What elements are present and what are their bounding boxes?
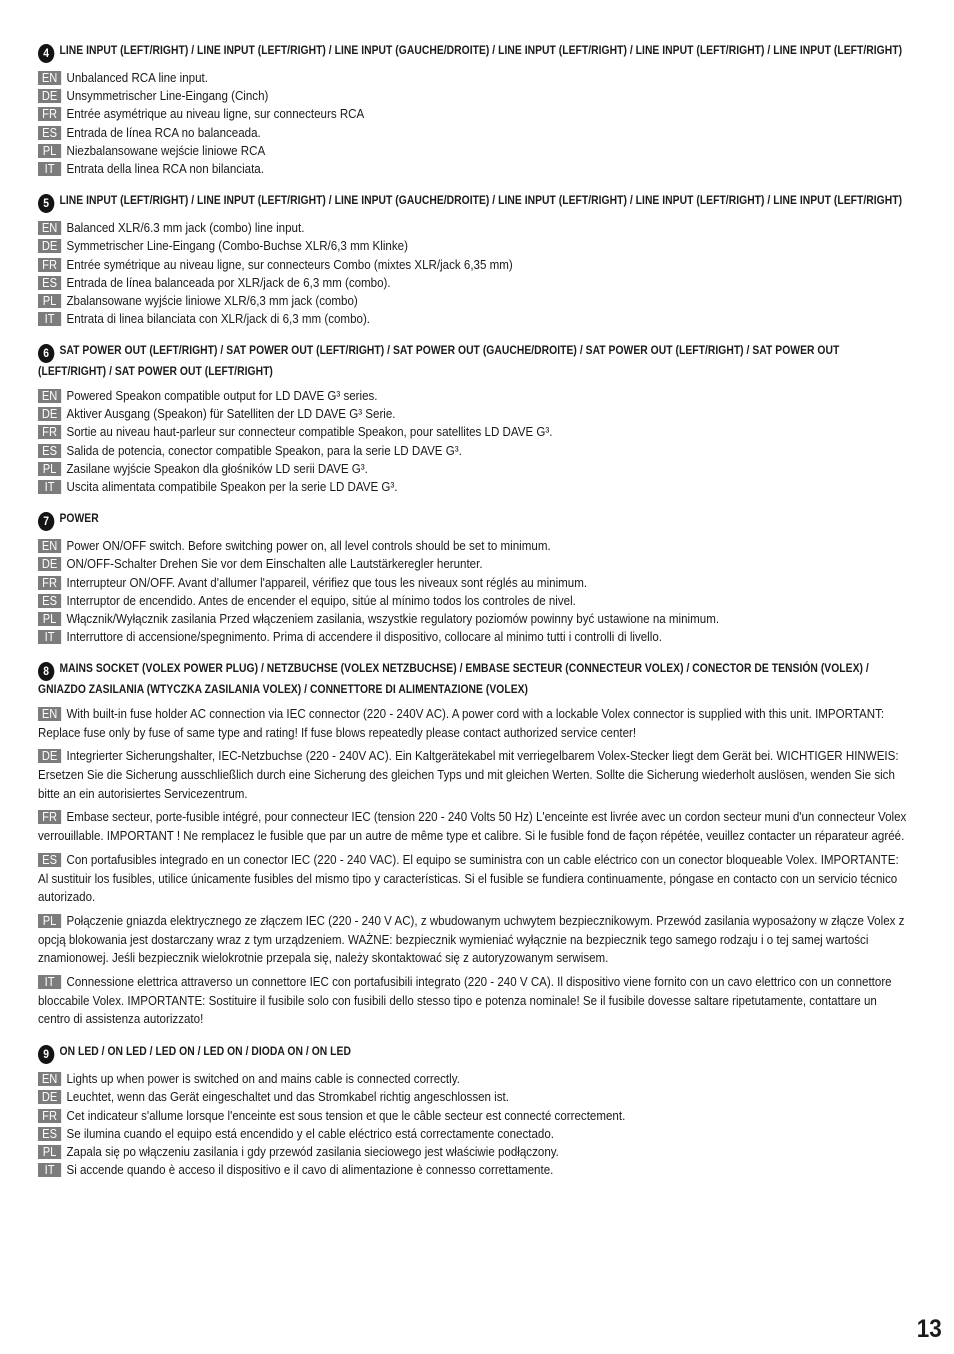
language-tag: FR bbox=[38, 810, 61, 824]
language-tag: DE bbox=[38, 557, 61, 571]
language-entry-de bbox=[38, 87, 907, 105]
language-tag: PL bbox=[38, 914, 61, 928]
section-heading-text: SAT POWER OUT (LEFT/RIGHT) / SAT POWER OUT (LEFT/RIGHT) / SAT POWER OUT (GAUCHE/DROITE) / SAT POWER OUT (LEFT/RIGHT) / SAT POWER OUT (LEFT/RIGHT) / SAT POWER OUT (LEFT/RIGHT) bbox=[38, 343, 840, 379]
language-entry-it bbox=[38, 973, 910, 1029]
language-tag: PL bbox=[38, 144, 61, 158]
entry-text: Zbalansowane wyjście liniowe XLR/6,3 mm jack (combo) bbox=[66, 293, 358, 309]
entry-text: Power ON/OFF switch. Before switching power on, all level controls should be set to minimum. bbox=[66, 538, 551, 554]
language-tag: FR bbox=[38, 576, 61, 590]
language-entry-es bbox=[38, 592, 907, 610]
entry-text: Salida de potencia, conector compatible Speakon, para la serie LD DAVE G³. bbox=[66, 442, 462, 458]
section-number-badge: 6 bbox=[38, 344, 54, 363]
language-tag: ES bbox=[38, 276, 61, 290]
language-entry-it bbox=[38, 160, 907, 178]
section-sat-power-out bbox=[38, 342, 910, 496]
language-tag: EN bbox=[38, 71, 61, 85]
entry-text: Zapala się po włączeniu zasilania i gdy przewód zasilania sieciowego jest właściwie podłączony. bbox=[66, 1143, 559, 1159]
entry-text: Powered Speakon compatible output for LD DAVE G³ series. bbox=[66, 387, 378, 403]
language-entry-es bbox=[38, 851, 910, 907]
language-entry-fr bbox=[38, 423, 907, 441]
language-entry-de bbox=[38, 237, 907, 255]
language-tag: DE bbox=[38, 239, 61, 253]
entry-text: Embase secteur, porte-fusible intégré, pour connecteur IEC (tension 220 - 240 Volts 50 Hz) L'enceinte est livrée avec un cordon secteur muni d'un connecteur Volex verrouillable. IMPORTANT ! Ne remplacez le fusible que par un autre de même type et calibre. Si le fusible fond de façon répétée, veuillez contacter un réparateur agréé. bbox=[38, 809, 907, 844]
language-tag: IT bbox=[38, 975, 61, 989]
language-entry-es bbox=[38, 124, 907, 142]
entry-text: Lights up when power is switched on and mains cable is connected correctly. bbox=[66, 1071, 460, 1087]
entry-text: Con portafusibles integrado en un conector IEC (220 - 240 VAC). El equipo se suministra con un cable eléctrico con un conector bloqueable Volex. IMPORTANTE: Al sustituir los fusibles, utilice únicamente fusibles del mismo tipo y características. Si el fusible se fundiera continuamente, póngase en contacto con un servicio técnico autorizado. bbox=[38, 851, 899, 905]
language-tag: ES bbox=[38, 444, 61, 458]
language-entry-pl bbox=[38, 610, 907, 628]
language-tag: FR bbox=[38, 425, 61, 439]
language-tag: EN bbox=[38, 1072, 61, 1086]
section-number-badge: 5 bbox=[38, 194, 54, 213]
entry-text: Połączenie gniazda elektrycznego ze złączem IEC (220 - 240 V AC), z wbudowanym uchwytem bezpiecznikowym. Przewód zasilania wyposażony w złącze Volex z opcją blokowania jest dostarczany wraz z tym urządzeniem. WAŻNE: bezpiecznik wymieniać wyłącznie na bezpiecznik tego samego rodzaju i o tej samej wartości znamionowej. Jeśli bezpiecznik wielokrotnie przepala się, należy skontaktować się z autoryzowanym serwisem. bbox=[38, 912, 905, 966]
language-tag: IT bbox=[38, 162, 61, 176]
language-entry-pl bbox=[38, 292, 907, 310]
language-tag: IT bbox=[38, 1163, 61, 1177]
section-number-badge: 9 bbox=[38, 1045, 54, 1064]
language-entry-en bbox=[38, 69, 907, 87]
section-number-badge: 4 bbox=[38, 44, 54, 63]
section-heading bbox=[38, 660, 908, 699]
language-tag: IT bbox=[38, 480, 61, 494]
entry-text: Cet indicateur s'allume lorsque l'enceinte est sous tension et que le câble secteur est connecté correctement. bbox=[66, 1107, 626, 1123]
language-entry-fr bbox=[38, 808, 910, 845]
language-entry-de bbox=[38, 405, 907, 423]
language-tag: EN bbox=[38, 221, 61, 235]
section-on-led bbox=[38, 1043, 910, 1179]
section-heading-text: POWER bbox=[59, 511, 99, 526]
language-entry-pl bbox=[38, 1143, 907, 1161]
entry-text: Interruptor de encendido. Antes de encender el equipo, sitúe al mínimo todos los controles de nivel. bbox=[66, 592, 576, 608]
entry-text: Symmetrischer Line-Eingang (Combo-Buchse XLR/6,3 mm Klinke) bbox=[66, 238, 408, 254]
language-entry-en bbox=[38, 705, 910, 742]
language-entry-en bbox=[38, 1070, 907, 1088]
language-tag: DE bbox=[38, 749, 61, 763]
entry-text: Entrada de línea balanceada por XLR/jack de 6,3 mm (combo). bbox=[66, 274, 391, 290]
section-line-input-unbalanced bbox=[38, 42, 910, 178]
section-heading bbox=[38, 1043, 908, 1064]
language-entry-en bbox=[38, 387, 907, 405]
entry-text: Entrée symétrique au niveau ligne, sur connecteurs Combo (mixtes XLR/jack 6,35 mm) bbox=[66, 256, 513, 272]
language-entry-fr bbox=[38, 574, 907, 592]
entry-text: Unsymmetrischer Line-Eingang (Cinch) bbox=[66, 88, 269, 104]
language-tag: FR bbox=[38, 258, 61, 272]
language-tag: PL bbox=[38, 612, 61, 626]
section-power bbox=[38, 510, 910, 646]
language-tag: EN bbox=[38, 707, 61, 721]
section-number-badge: 8 bbox=[38, 662, 54, 681]
manual-content bbox=[38, 42, 910, 1193]
entry-text: With built-in fuse holder AC connection via IEC connector (220 - 240V AC). A power cord with a lockable Volex connector is supplied with this unit. IMPORTANT: Replace fuse only by fuse of same type and rating! If fuse blows repeatedly please contact authorized service center! bbox=[38, 705, 885, 740]
language-entry-es bbox=[38, 442, 907, 460]
language-entry-de bbox=[38, 747, 910, 803]
entry-text: Si accende quando è acceso il dispositivo e il cavo di alimentazione è connesso correttamente. bbox=[66, 1162, 554, 1178]
section-heading bbox=[38, 510, 908, 531]
language-entry-pl bbox=[38, 142, 907, 160]
entry-text: Entrata di linea bilanciata con XLR/jack di 6,3 mm (combo). bbox=[66, 311, 371, 327]
language-entry-fr bbox=[38, 1107, 907, 1125]
entry-text: Entrata della linea RCA non bilanciata. bbox=[66, 161, 264, 177]
entry-text: Integrierter Sicherungshalter, IEC-Netzbuchse (220 - 240V AC). Ein Kaltgerätekabel mit verriegelbarem Volex-Stecker liegt dem Gerät bei. WICHTIGER HINWEIS: Ersetzen Sie die Sicherung ausschließlich durch eine Sicherung des gleichen Typs und mit gleichen Werten. Sollte die Sicherung wiederholt auslösen, wenden Sie sich bitte an ein autorisiertes Servicezentrum. bbox=[38, 748, 899, 801]
entry-text: Interruttore di accensione/spegnimento. Prima di accendere il dispositivo, collocare al minimo tutti i controlli di livello. bbox=[66, 629, 662, 645]
section-mains-socket bbox=[38, 660, 910, 1029]
entry-text: Se ilumina cuando el equipo está encendido y el cable eléctrico está correctamente conectado. bbox=[66, 1125, 555, 1141]
section-heading-text: MAINS SOCKET (VOLEX POWER PLUG) / NETZBUCHSE (VOLEX NETZBUCHSE) / EMBASE SECTEUR (CONNECTEUR VOLEX) / CONECTOR DE TENSIÓN (VOLEX) / GNIAZDO ZASILANIA (WTYCZKA ZASILANIA VOLEX) / CONNETTORE DI ALIMENTAZIONE (VOLEX) bbox=[38, 661, 869, 697]
entry-text: Entrée asymétrique au niveau ligne, sur connecteurs RCA bbox=[66, 106, 365, 122]
language-tag: FR bbox=[38, 107, 61, 121]
language-tag: PL bbox=[38, 1145, 61, 1159]
language-tag: IT bbox=[38, 630, 61, 644]
language-entry-es bbox=[38, 274, 907, 292]
language-tag: PL bbox=[38, 462, 61, 476]
section-heading bbox=[38, 42, 908, 63]
language-entry-it bbox=[38, 310, 907, 328]
language-entry-de bbox=[38, 555, 907, 573]
section-heading-text: LINE INPUT (LEFT/RIGHT) / LINE INPUT (LEFT/RIGHT) / LINE INPUT (GAUCHE/DROITE) / LINE INPUT (LEFT/RIGHT) / LINE INPUT (LEFT/RIGHT) / LINE INPUT (LEFT/RIGHT) bbox=[59, 43, 903, 57]
section-heading-text: ON LED / ON LED / LED ON / LED ON / DIODA ON / ON LED bbox=[59, 1044, 351, 1059]
language-tag: ES bbox=[38, 853, 61, 867]
language-entry-it bbox=[38, 478, 907, 496]
section-line-input-balanced bbox=[38, 192, 910, 328]
language-tag: ES bbox=[38, 126, 61, 140]
entry-text: Entrada de línea RCA no balanceada. bbox=[66, 124, 261, 140]
language-entry-it bbox=[38, 1161, 907, 1179]
section-number-badge: 7 bbox=[38, 512, 54, 531]
page-number: 13 bbox=[916, 1315, 942, 1343]
language-entry-it bbox=[38, 628, 907, 646]
entry-text: ON/OFF-Schalter Drehen Sie vor dem Einschalten alle Lautstärkeregler herunter. bbox=[66, 556, 483, 572]
entry-text: Uscita alimentata compatibile Speakon per la serie LD DAVE G³. bbox=[66, 478, 398, 494]
language-entry-en bbox=[38, 219, 907, 237]
entry-text: Balanced XLR/6.3 mm jack (combo) line input. bbox=[66, 220, 305, 236]
language-entry-es bbox=[38, 1125, 907, 1143]
language-tag: ES bbox=[38, 1127, 61, 1141]
language-tag: IT bbox=[38, 312, 61, 326]
language-entry-fr bbox=[38, 105, 907, 123]
entry-text: Interrupteur ON/OFF. Avant d'allumer l'appareil, vérifiez que tous les niveaux sont réglés au minimum. bbox=[66, 574, 588, 590]
entry-text: Niezbalansowane wejście liniowe RCA bbox=[66, 142, 266, 158]
language-entry-de bbox=[38, 1088, 907, 1106]
section-heading-text: LINE INPUT (LEFT/RIGHT) / LINE INPUT (LEFT/RIGHT) / LINE INPUT (GAUCHE/DROITE) / LINE INPUT (LEFT/RIGHT) / LINE INPUT (LEFT/RIGHT) / LINE INPUT (LEFT/RIGHT) bbox=[59, 193, 903, 208]
entry-text: Zasilane wyjście Speakon dla głośników LD serii DAVE G³. bbox=[66, 460, 368, 476]
language-tag: EN bbox=[38, 539, 61, 553]
entry-text: Włącznik/Wyłącznik zasilania Przed włączeniem zasilania, wszystkie regulatory poziomów powinny być ustawione na minimum. bbox=[66, 610, 720, 626]
language-entry-fr bbox=[38, 256, 907, 274]
language-tag: DE bbox=[38, 89, 61, 103]
language-entry-pl bbox=[38, 912, 910, 968]
entry-text: Sortie au niveau haut-parleur sur connecteur compatible Speakon, pour satellites LD DAVE G³. bbox=[66, 424, 553, 440]
language-entry-en bbox=[38, 537, 907, 555]
language-tag: EN bbox=[38, 389, 61, 403]
entry-text: Connessione elettrica attraverso un connettore IEC con portafusibili integrato (220 - 240 V CA). Il dispositivo viene fornito con un cavo elettrico con un connettore bloccabile Volex. IMPORTANTE: Sostituire il fusibile solo con fusibili dello stesso tipo e potenza nominale! Se il fusibile dovesse saltare ripetutamente, contattare un centro di assistenza autorizzato! bbox=[38, 974, 892, 1027]
entry-text: Aktiver Ausgang (Speakon) für Satelliten der LD DAVE G³ Serie. bbox=[66, 406, 396, 422]
language-entry-pl bbox=[38, 460, 907, 478]
entry-text: Leuchtet, wenn das Gerät eingeschaltet und das Stromkabel richtig angeschlossen ist. bbox=[66, 1089, 509, 1105]
language-tag: PL bbox=[38, 294, 61, 308]
section-heading bbox=[38, 192, 908, 213]
language-tag: FR bbox=[38, 1109, 61, 1123]
entry-text: Unbalanced RCA line input. bbox=[66, 70, 208, 85]
language-tag: DE bbox=[38, 407, 61, 421]
language-tag: ES bbox=[38, 594, 61, 608]
section-heading bbox=[38, 342, 908, 381]
language-tag: DE bbox=[38, 1090, 61, 1104]
